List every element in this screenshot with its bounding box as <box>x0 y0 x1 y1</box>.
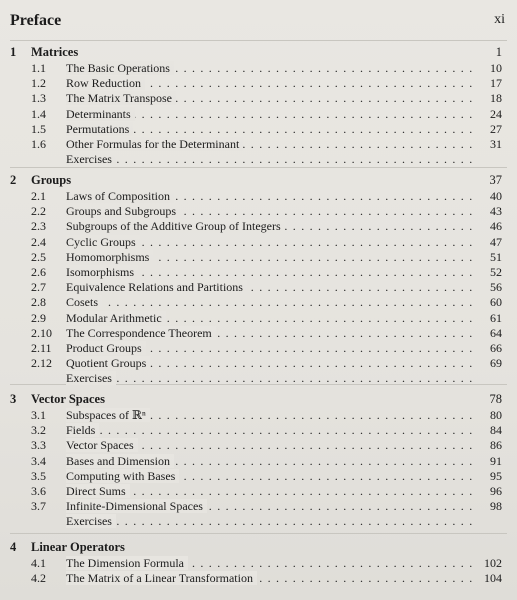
section-page: 69 <box>490 356 502 371</box>
chapter-heading <box>10 45 502 61</box>
toc-entry <box>10 295 502 310</box>
toc-entry <box>10 204 502 219</box>
chapter-3 <box>10 392 502 530</box>
section-page: 47 <box>490 234 502 249</box>
toc-entry <box>10 122 502 137</box>
section-title: Subgroups of the Additive Group of Integers <box>66 219 285 233</box>
toc-entry <box>10 189 502 204</box>
section-page: 64 <box>490 325 502 340</box>
toc-entry <box>10 137 502 152</box>
section-title: Cosets <box>66 295 102 309</box>
toc-entry <box>10 219 502 234</box>
chapter-4 <box>10 540 502 586</box>
section-page: 60 <box>490 295 502 310</box>
section-page: 86 <box>490 438 502 453</box>
section-number: 1.3 <box>31 91 46 106</box>
section-number: 2.10 <box>31 325 52 340</box>
section-title: Isomorphisms <box>66 265 138 279</box>
section-page: 10 <box>490 61 502 75</box>
section-title: The Matrix Transpose <box>66 91 176 105</box>
toc-entry <box>10 556 502 571</box>
section-page: 18 <box>490 91 502 106</box>
section-page: 17 <box>490 76 502 91</box>
section-title: Subspaces of ℝⁿ <box>66 408 150 422</box>
chapter-1 <box>10 45 502 167</box>
section-page: 51 <box>490 249 502 264</box>
section-page: 52 <box>490 264 502 279</box>
section-title: The Matrix of a Linear Transformation <box>66 571 257 585</box>
section-title: Product Groups <box>66 341 146 355</box>
chapter-title: Linear Operators <box>31 540 125 554</box>
section-page: 46 <box>490 219 502 234</box>
toc-entry <box>10 265 502 280</box>
section-page: 84 <box>490 423 502 438</box>
section-page: 66 <box>490 340 502 355</box>
section-number: 2.11 <box>31 340 52 355</box>
section-number: 1.2 <box>31 76 46 91</box>
preface-title: Preface <box>10 12 62 29</box>
chapter-title: Groups <box>31 173 72 187</box>
section-number: 1.5 <box>31 121 46 136</box>
toc-entry <box>10 499 502 514</box>
section-number: 3.1 <box>31 408 46 422</box>
section-page: 56 <box>490 280 502 295</box>
preface-row <box>10 12 507 36</box>
section-number: 2.8 <box>31 295 46 310</box>
section-number: 2.1 <box>31 189 46 203</box>
section-title: Bases and Dimension <box>66 454 174 468</box>
section-page: 80 <box>490 408 502 422</box>
divider <box>10 533 507 534</box>
chapter-number: 1 <box>10 45 17 59</box>
section-title: Direct Sums <box>66 484 130 498</box>
section-number: 2.7 <box>31 280 46 295</box>
section-title: The Correspondence Theorem <box>66 326 216 340</box>
divider <box>10 167 507 168</box>
section-title: Modular Arithmetic <box>66 311 166 325</box>
divider <box>10 40 507 41</box>
section-number: 4.2 <box>31 571 46 586</box>
section-title: Equivalence Relations and Partitions <box>66 280 247 294</box>
toc-entry <box>10 423 502 438</box>
section-title: Fields <box>66 423 99 437</box>
section-number: 2.6 <box>31 264 46 279</box>
section-title: Exercises <box>66 371 116 385</box>
section-title: Exercises <box>66 152 116 166</box>
section-title: Permutations <box>66 122 133 136</box>
section-title: Homomorphisms <box>66 250 153 264</box>
chapter-page: 37 <box>489 173 502 187</box>
section-number: 3.7 <box>31 499 46 514</box>
section-page: 31 <box>490 136 502 151</box>
toc-entry <box>10 235 502 250</box>
section-number: 3.6 <box>31 483 46 498</box>
toc-entry <box>10 107 502 122</box>
section-page: 40 <box>490 189 502 203</box>
section-number: 2.3 <box>31 219 46 234</box>
chapter-page: 1 <box>495 45 502 59</box>
toc-entry-exercises <box>10 371 502 386</box>
preface-page-number: xi <box>494 12 505 27</box>
section-title: Groups and Subgroups <box>66 204 180 218</box>
section-title: Computing with Bases <box>66 469 179 483</box>
section-number: 3.3 <box>31 438 46 453</box>
chapter-title: Vector Spaces <box>31 392 105 406</box>
section-page: 104 <box>484 571 502 586</box>
section-title: Cyclic Groups <box>66 235 140 249</box>
toc-entry <box>10 91 502 106</box>
chapter-number: 3 <box>10 392 17 406</box>
section-number: 1.6 <box>31 136 46 151</box>
section-number: 2.12 <box>31 356 52 371</box>
section-page: 95 <box>490 468 502 483</box>
toc-entry <box>10 76 502 91</box>
section-title: Exercises <box>66 514 116 528</box>
section-title: Infinite-Dimensional Spaces <box>66 499 207 513</box>
section-number: 1.1 <box>31 61 46 75</box>
section-page: 91 <box>490 453 502 468</box>
section-page: 96 <box>490 483 502 498</box>
toc-entry <box>10 326 502 341</box>
chapter-heading <box>10 540 502 556</box>
chapter-heading <box>10 173 502 189</box>
toc-entry <box>10 571 502 586</box>
section-title: The Basic Operations <box>66 61 174 75</box>
toc-entry <box>10 250 502 265</box>
section-page: 98 <box>490 499 502 514</box>
section-number: 2.4 <box>31 234 46 249</box>
section-title: Other Formulas for the Determinant <box>66 137 243 151</box>
toc-entry <box>10 280 502 295</box>
section-page: 43 <box>490 204 502 219</box>
section-number: 2.9 <box>31 310 46 325</box>
toc-entry <box>10 61 502 76</box>
section-title: Row Reduction <box>66 76 145 90</box>
section-page: 24 <box>490 106 502 121</box>
section-number: 2.2 <box>31 204 46 219</box>
section-number: 3.2 <box>31 423 46 438</box>
chapter-title: Matrices <box>31 45 79 59</box>
section-page: 27 <box>490 121 502 136</box>
chapter-page: 78 <box>489 392 502 406</box>
toc-entry <box>10 469 502 484</box>
chapter-number: 4 <box>10 540 17 554</box>
section-number: 2.5 <box>31 249 46 264</box>
section-title: Quotient Groups <box>66 356 150 370</box>
toc-entry <box>10 341 502 356</box>
chapter-number: 2 <box>10 173 17 187</box>
section-number: 1.4 <box>31 106 46 121</box>
toc-entry <box>10 311 502 326</box>
section-number: 3.4 <box>31 453 46 468</box>
chapter-2 <box>10 173 502 386</box>
toc-entry <box>10 356 502 371</box>
toc-entry <box>10 408 502 423</box>
section-page: 102 <box>484 556 502 570</box>
section-title: Laws of Composition <box>66 189 174 203</box>
toc-entry-exercises <box>10 152 502 167</box>
toc-entry <box>10 454 502 469</box>
section-number: 3.5 <box>31 468 46 483</box>
section-title: The Dimension Formula <box>66 556 188 570</box>
toc-entry <box>10 484 502 499</box>
toc-entry-exercises <box>10 514 502 529</box>
section-page: 61 <box>490 310 502 325</box>
section-title: Vector Spaces <box>66 438 138 452</box>
toc-entry <box>10 438 502 453</box>
chapter-heading <box>10 392 502 408</box>
section-number: 4.1 <box>31 556 46 570</box>
section-title: Determinants <box>66 107 135 121</box>
